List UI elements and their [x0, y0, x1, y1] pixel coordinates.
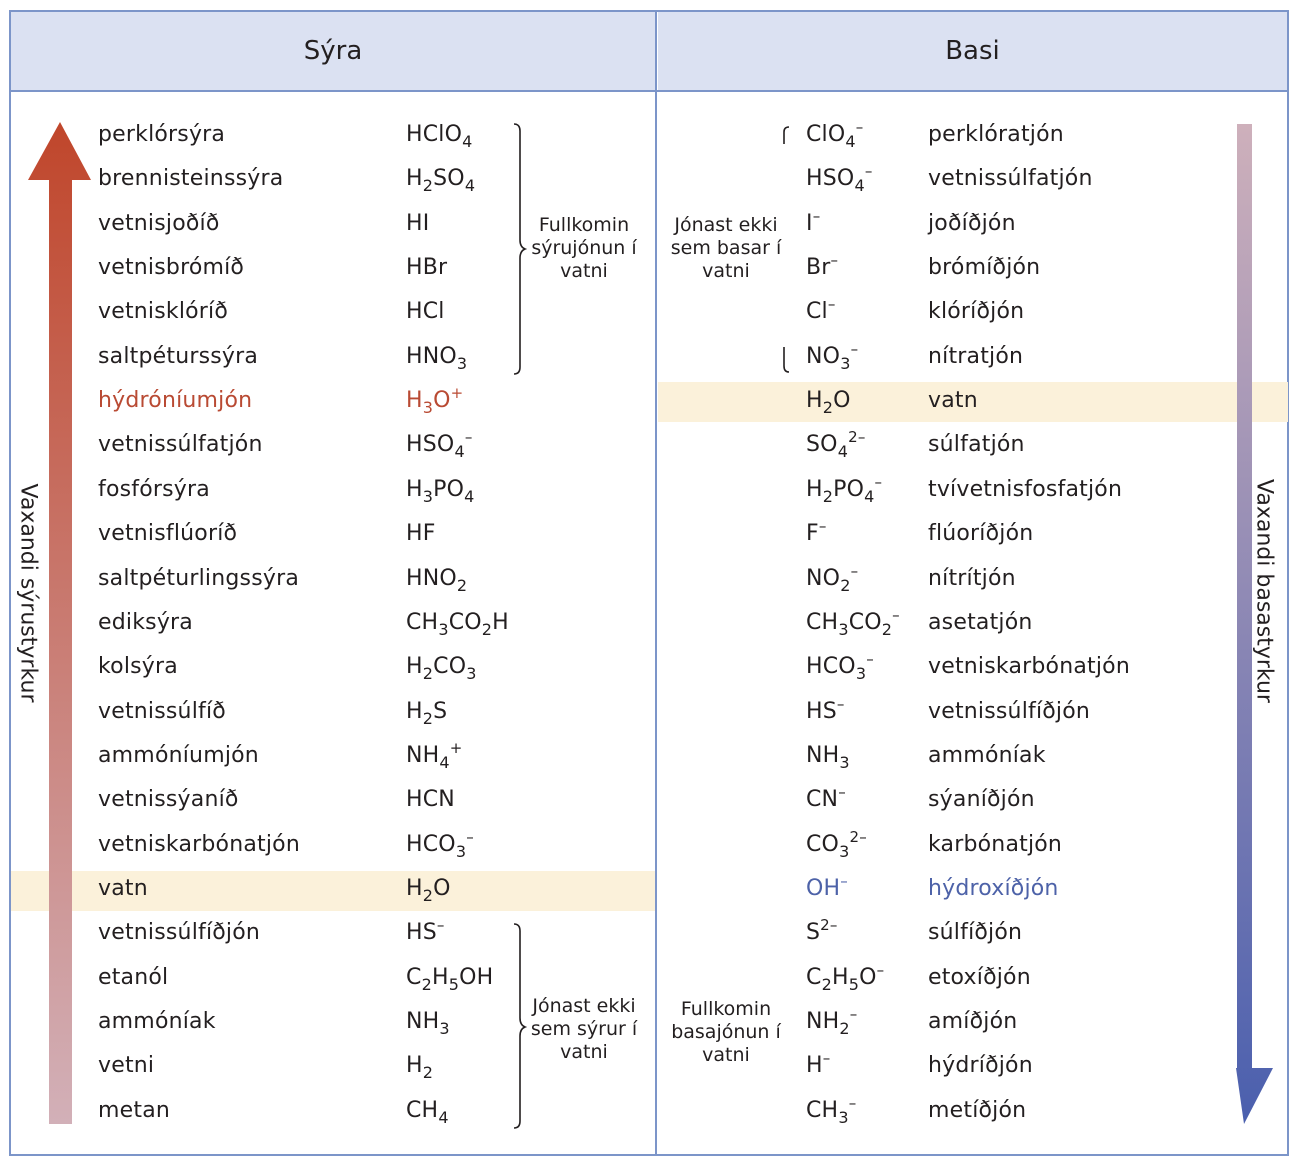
- base-name: vatn: [928, 388, 978, 414]
- acid-formula: HCN: [406, 787, 455, 813]
- base-formula: $CO_3^{2-}$: [806, 827, 867, 861]
- base-formula: $SO_4^{2-}$: [806, 428, 866, 462]
- acid-formula: $NH_4^+$: [406, 738, 463, 772]
- acid-formula: HBr: [406, 255, 448, 281]
- base-name: ammóníak: [928, 742, 1046, 768]
- acid-formula: $H_2CO_3$: [406, 654, 477, 684]
- acid-formula: $CH_3CO_2H$: [406, 609, 509, 639]
- acid-name: vetniskarbónatjón: [98, 831, 300, 857]
- base-name: klóríðjón: [928, 299, 1025, 325]
- acid-formula: $H_2O$: [406, 875, 451, 905]
- base-name: karbónatjón: [928, 831, 1063, 857]
- base-name: etoxíðjón: [928, 964, 1031, 990]
- base-name: perklóratjón: [928, 122, 1064, 147]
- base-name: asetatjón: [928, 609, 1033, 635]
- base-column-header: Basi: [658, 12, 1287, 91]
- acid-formula: $HSO_4^-$: [406, 428, 473, 462]
- acid-name: brennisteinssýra: [98, 166, 284, 192]
- acid-name: saltpéturlingssýra: [98, 565, 299, 591]
- note-no-base-ionization-text: Jónast ekki sem basar í vatni: [670, 214, 782, 282]
- acid-formula: HF: [406, 521, 436, 547]
- acid-formula: HS–: [406, 916, 445, 946]
- base-formula: ClO$_4$–: [806, 118, 864, 151]
- acid-name: ammóníumjón: [98, 742, 259, 768]
- acid-formula: $H_3PO_4$: [406, 476, 475, 506]
- base-formula: $NH_2^-$: [806, 1005, 858, 1038]
- base-name: nítrítjón: [928, 565, 1016, 591]
- base-formula: Cl–: [806, 295, 836, 325]
- acid-formula: $C_2H_5OH$: [406, 964, 494, 994]
- acid-name: etanól: [98, 964, 169, 990]
- base-name: hýdroxíðjón: [928, 875, 1059, 901]
- acid-column-header: Sýra: [11, 12, 655, 91]
- acid-name: vetnisflúoríð: [98, 521, 238, 547]
- acid-name: ediksýra: [98, 609, 193, 635]
- acid-formula: $H_2$: [406, 1053, 434, 1083]
- note-strong-acids: [528, 214, 640, 283]
- base-name: vetnissúlfatjón: [928, 166, 1093, 192]
- note-no-base-ionization: [670, 214, 782, 283]
- base-name: amíðjón: [928, 1009, 1018, 1034]
- base-formula: $H_2PO_4^-$: [806, 472, 883, 506]
- base-name: flúoríðjón: [928, 521, 1034, 547]
- note-strong-acids-text: Fullkomin sýrujónun í vatni: [531, 214, 637, 282]
- base-formula: H–: [806, 1049, 831, 1079]
- base-formula: $HCO_3^-$: [806, 650, 874, 684]
- note-strong-bases: [670, 998, 782, 1067]
- base-formula: OH–: [806, 871, 848, 901]
- acid-formula: $CH_4$: [406, 1097, 449, 1127]
- base-name: metíðjón: [928, 1097, 1027, 1123]
- acid-name: vetnisklóríð: [98, 299, 229, 325]
- note-no-acid-ionization-text: Jónast ekki sem sýrur í vatni: [530, 995, 638, 1063]
- acid-formula: $H_3O^+$: [406, 384, 464, 418]
- base-formula: $C_2H_5O^-$: [806, 960, 885, 994]
- note-no-acid-ionization: [528, 995, 640, 1064]
- acid-name: vetni: [98, 1053, 155, 1079]
- acid-formula: $NH_3$: [406, 1009, 450, 1038]
- acid-name: ammóníak: [98, 1009, 216, 1034]
- acid-name: vetnisbrómíð: [98, 255, 245, 281]
- acid-name: hýdróníumjón: [98, 388, 253, 414]
- acid-formula: $H_2SO_4$: [406, 166, 476, 196]
- base-formula: Br–: [806, 251, 839, 281]
- base-name: sýaníðjón: [928, 787, 1035, 813]
- acid-name: vetnissýaníð: [98, 787, 239, 813]
- acid-name: vetnisjoðíð: [98, 210, 220, 236]
- acid-name: kolsýra: [98, 654, 178, 680]
- base-formula: $CH_3CO_2^-$: [806, 605, 900, 639]
- base-name: joðíðjón: [928, 210, 1016, 236]
- acid-name: vetnissúlfíð: [98, 698, 226, 724]
- base-formula: $NO_3^-$: [806, 339, 859, 373]
- acid-formula: $HNO_3$: [406, 343, 468, 373]
- base-formula: HS–: [806, 694, 845, 724]
- base-name: hýdríðjón: [928, 1053, 1033, 1079]
- acid-name: perklórsýra: [98, 122, 226, 147]
- acid-formula: HClO$_4$: [406, 122, 473, 151]
- base-name: tvívetnisfosfatjón: [928, 476, 1123, 502]
- base-formula: $NO_2^-$: [806, 561, 859, 595]
- acid-formula: $HCO_3^-$: [406, 827, 474, 861]
- acid-formula: HI: [406, 210, 430, 236]
- base-formula: $H_2O$: [806, 388, 851, 418]
- acid-axis-label: Vaxandi sýrustyrkur: [15, 483, 41, 703]
- base-name: vetniskarbónatjón: [928, 654, 1130, 680]
- base-axis-label: Vaxandi basastyrkur: [1251, 479, 1277, 703]
- base-name: brómíðjón: [928, 255, 1041, 281]
- acid-name: saltpéturssýra: [98, 343, 259, 369]
- acid-name: vetnissúlfíðjón: [98, 920, 261, 946]
- base-formula: $CH_3^-$: [806, 1093, 857, 1127]
- acid-name: vetnissúlfatjón: [98, 432, 263, 458]
- base-formula: I–: [806, 206, 821, 236]
- acid-formula: HCl: [406, 299, 445, 325]
- acid-name: fosfórsýra: [98, 476, 210, 502]
- note-strong-bases-text: Fullkomin basajónun í vatni: [671, 998, 781, 1066]
- acid-name: metan: [98, 1097, 171, 1123]
- acid-formula: $H_2S$: [406, 698, 448, 728]
- base-name: nítratjón: [928, 343, 1024, 369]
- base-name: súlfíðjón: [928, 920, 1023, 946]
- base-formula: $S^{2-}$: [806, 916, 838, 946]
- base-formula: $HSO_4^-$: [806, 162, 873, 196]
- acid-name: vatn: [98, 875, 148, 901]
- base-name: vetnissúlfíðjón: [928, 698, 1091, 724]
- base-formula: $NH_3$: [806, 742, 850, 772]
- base-formula: F–: [806, 517, 827, 547]
- acid-formula: $HNO_2$: [406, 565, 468, 595]
- base-name: súlfatjón: [928, 432, 1025, 458]
- base-formula: CN–: [806, 783, 846, 813]
